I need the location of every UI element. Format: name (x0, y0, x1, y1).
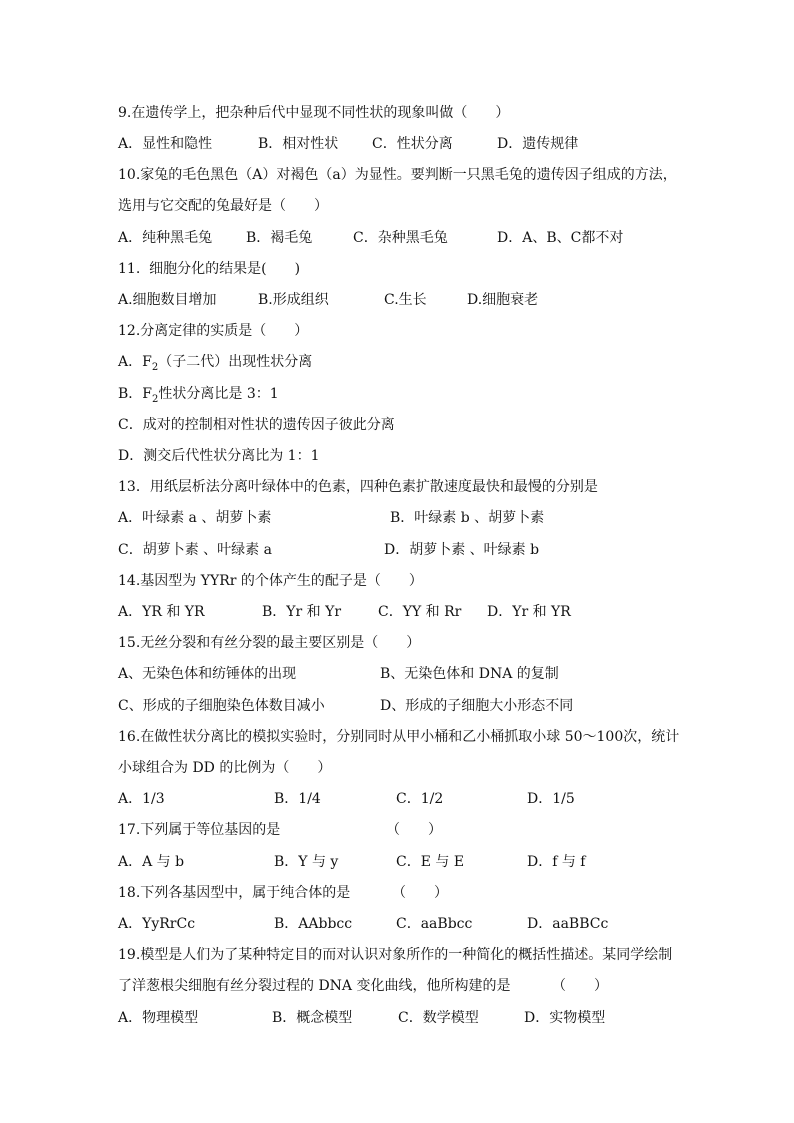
q15-option-b: B、无染色体和 DNA 的复制 (380, 666, 559, 682)
q11-stem: 11. 细胞分化的结果是( ) (118, 261, 301, 277)
q16-stem-line1: 16.在做性状分离比的模拟实验时，分别同时从甲小桶和乙小桶抓取小球 50～100次，统计 (118, 729, 680, 745)
q10-option-b: B．褐毛兔 (246, 230, 313, 246)
q11-option-d: D.细胞衰老 (467, 292, 539, 308)
q14-stem: 14.基因型为 YYRr 的个体产生的配子是（ ） (118, 573, 423, 589)
q10-option-d: D．A、B、C都不对 (497, 230, 624, 246)
q10-stem-line1: 10.家兔的毛色黑色（A）对褐色（a）为显性。要判断一只黑毛兔的遗传因子组成的方法， (118, 167, 677, 183)
q18-option-c: C．aaBbcc (396, 916, 473, 932)
q13-option-b: B．叶绿素 b 、胡萝卜素 (390, 510, 545, 526)
q12-stem: 12.分离定律的实质是（ ） (118, 323, 309, 339)
q15-stem: 15.无丝分裂和有丝分裂的最主要区别是（ ） (118, 635, 421, 651)
q12-option-b-post: 性状分离比是 3：1 (158, 386, 279, 402)
q16-option-a: A．1/3 (118, 791, 165, 807)
q19-option-c: C．数学模型 (398, 1010, 479, 1026)
q12-option-a (118, 353, 312, 371)
q9-option-d: D．遗传规律 (497, 136, 579, 152)
q14-option-b: B．Yr 和 Yr (262, 604, 342, 620)
q12-option-b-pre: B．F (118, 386, 153, 402)
q16-stem-line2: 小球组合为 DD 的比例为（ ） (118, 760, 332, 776)
q12-option-a-pre: A．F (118, 354, 152, 370)
q9-option-b: B．相对性状 (258, 136, 339, 152)
q15-option-a: A、无染色体和纺锤体的出现 (118, 666, 297, 682)
q18-answer-bracket: （ ） (392, 885, 448, 901)
q13-option-a: A．叶绿素 a 、胡萝卜素 (118, 510, 272, 526)
q12-option-b-sub: 2 (152, 393, 159, 405)
q17-option-a: A．A 与 b (118, 854, 185, 870)
q18-option-b: B．AAbbcc (274, 916, 353, 932)
q11-option-c: C.生长 (384, 292, 427, 308)
q19-option-d: D．实物模型 (524, 1010, 606, 1026)
q12-option-b (118, 385, 279, 403)
q14-option-d: D．Yr 和 YR (487, 604, 571, 620)
q17-option-c: C．E 与 E (396, 854, 465, 870)
q17-option-d: D．f 与 f (527, 854, 586, 870)
q10-stem-line2: 选用与它交配的兔最好是（ ） (118, 198, 328, 214)
q16-option-d: D．1/5 (527, 791, 575, 807)
q17-option-b: B．Y 与 y (274, 854, 339, 870)
q13-option-c: C．胡萝卜素 、叶绿素 a (118, 542, 272, 558)
q16-option-c: C．1/2 (396, 791, 444, 807)
q11-option-a: A.细胞数目增加 (118, 292, 217, 308)
q19-answer-bracket: （ ） (552, 978, 608, 994)
q18-stem: 18.下列各基因型中，属于纯合体的是 (118, 885, 351, 901)
q16-option-b: B．1/4 (274, 791, 321, 807)
q10-option-a: A．纯种黑毛兔 (118, 230, 213, 246)
q14-option-c: C．YY 和 Rr (378, 604, 462, 620)
q19-option-b: B．概念模型 (272, 1010, 353, 1026)
q15-option-d: D、形成的子细胞大小形态不同 (380, 698, 574, 714)
q9-option-a: A．显性和隐性 (118, 136, 213, 152)
q14-option-a: A．YR 和 YR (118, 604, 205, 620)
q9-stem: 9.在遗传学上，把杂种后代中显现不同性状的现象叫做（ ） (118, 105, 510, 121)
q19-option-a: A．物理模型 (118, 1010, 199, 1026)
q17-stem: 17.下列属于等位基因的是 (118, 822, 281, 838)
q18-option-d: D．aaBBCc (527, 916, 609, 932)
q19-stem-line2: 了洋葱根尖细胞有丝分裂过程的 DNA 变化曲线，他所构建的是 (118, 978, 511, 994)
q13-stem: 13．用纸层析法分离叶绿体中的色素，四种色素扩散速度最快和最慢的分别是 (118, 479, 598, 495)
q12-option-a-post: （子二代）出现性状分离 (158, 354, 313, 370)
q19-stem-line1: 19.模型是人们为了某种特定目的而对认识对象所作的一种简化的概括性描述。某同学绘制 (118, 947, 673, 963)
q12-option-c: C．成对的控制相对性状的遗传因子彼此分离 (118, 417, 395, 433)
q13-option-d: D．胡萝卜素 、叶绿素 b (384, 542, 540, 558)
q9-option-c: C．性状分离 (372, 136, 453, 152)
q18-option-a: A．YyRrCc (118, 916, 196, 932)
q15-option-c: C、形成的子细胞染色体数目减小 (118, 698, 325, 714)
q11-option-b: B.形成组织 (258, 292, 329, 308)
q12-option-d: D．测交后代性状分离比为 1：1 (118, 448, 320, 464)
q12-option-a-sub: 2 (151, 361, 159, 373)
q10-option-c: C．杂种黑毛兔 (353, 230, 448, 246)
q17-answer-bracket: （ ） (386, 822, 442, 838)
